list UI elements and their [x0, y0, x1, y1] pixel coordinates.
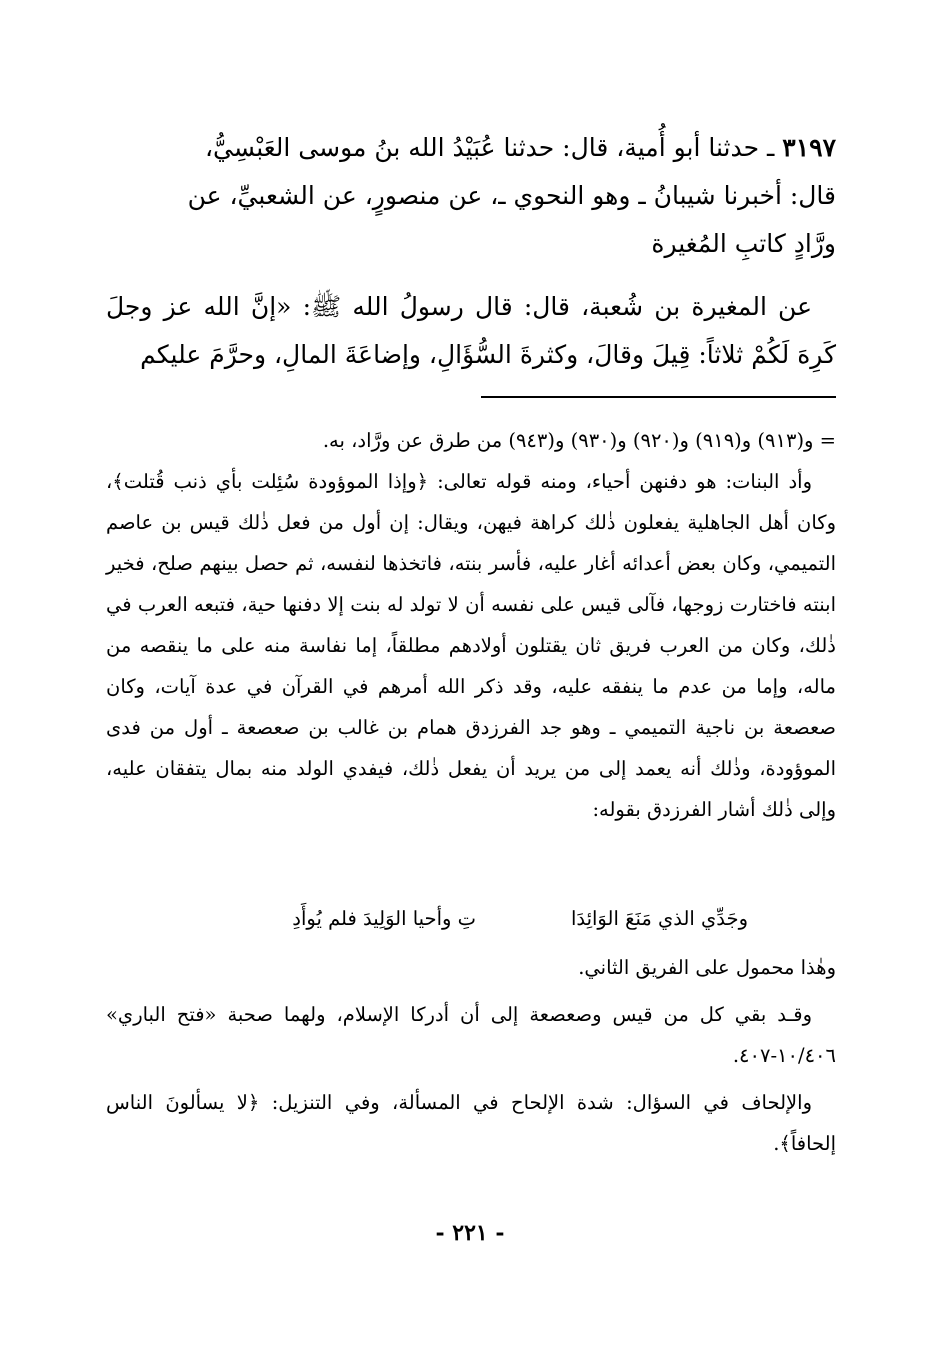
hadith-matn: عن المغيرة بن شُعبة، قال: قال رسولُ الله ﷺ: «إنَّ الله عز وجلَ كَرِهَ لَكُمْ ثلاثاً: قِيلَ وقالَ، وكثرةَ السُّؤَالِ، وإضاعَةَ المالِ، وحرَّمَ عليكم: [106, 292, 836, 369]
footnote-continuation: = و(٩١٣) و(٩١٩) و(٩٢٠) و(٩٣٠) و(٩٤٣) من طرق عن ورَّاد، به.: [322, 429, 836, 452]
verse-first-hemistich: وجَدِّي الذي مَنَعَ الوَائِدَا: [570, 907, 748, 930]
footnote-paragraph-3: والإلحاف في السؤال: شدة الإلحاح في المسألة، وفي التنزيل: ﴿لا يسألونَ الناس إلحافاً﴾.: [106, 1091, 836, 1155]
hadith-isnad: [106, 124, 836, 268]
verse-second-hemistich: تِ وأحيا الوَلِيدَ فلم يُوأَدِ: [292, 907, 476, 930]
hadith-line-1-text: ـ حدثنا أبو أُمية، قال: حدثنا عُبَيْدُ الله بنُ موسى العَبْسِيُّ،: [204, 133, 783, 162]
page-number: - ٢٢١ -: [435, 1220, 505, 1246]
hadith-line-1: [106, 124, 836, 172]
hadith-line-2: قال: أخبرنا شيبانُ ـ وهو النحوي ـ، عن منصورٍ، عن الشعبيِّ، عن: [187, 181, 836, 210]
footnote-divider: [481, 396, 836, 398]
hadith-number: ٣١٩٧: [782, 133, 836, 162]
footnote-paragraph-1-end: وهٰذا محمول على الفريق الثاني.: [578, 956, 836, 979]
hadith-line-3: ورَّادٍ كاتبِ المُغيرة: [651, 229, 836, 258]
footnote-paragraph-1: وأد البنات: هو دفنهن أحياء، ومنه قوله تعالى: ﴿وإذا الموؤودة سُئِلت بأي ذنب قُتلت﴾، وكان أهل الجاهلية يفعلون ذٰلك كراهة فيهن، ويقال: إن أول من فعل ذٰلك قيس بن عاصم التميمي، وكان بعض أعدائه أغار عليه، فأسر بنته، فاتخذها لنفسه، ثم حصل بينهم صلح، فخير ابنته فاختارت زوجها، فآلى قيس على نفسه أن لا تولد له بنت إلا دفنها حية، فتبعه العرب في ذٰلك، وكان من العرب فريق ثان يقتلون أولادهم مطلقاً، إما نفاسة منه على ما ينقصه من ماله، وإما من عدم ما ينفقه عليه، وقد ذكر الله أمرهم في القرآن في عدة آيات، وكان صعصعة بن ناجية التميمي ـ وهو جد الفرزدق همام بن غالب بن صعصعة ـ أول من فدى الموؤودة، وذٰلك أنه يعمد إلى من يريد أن يفعل ذٰلك، فيفدي الولد منه بمال يتفقان عليه، وإلى ذٰلك أشار الفرزدق بقوله:: [106, 470, 836, 821]
footnote-paragraph-2: وقـد بقي كل من قيس وصعصعة إلى أن أدركا الإسلام، ولهما صحبة «فتح الباري» ١٠/٤٠٦-٤٠٧.: [106, 1003, 836, 1067]
